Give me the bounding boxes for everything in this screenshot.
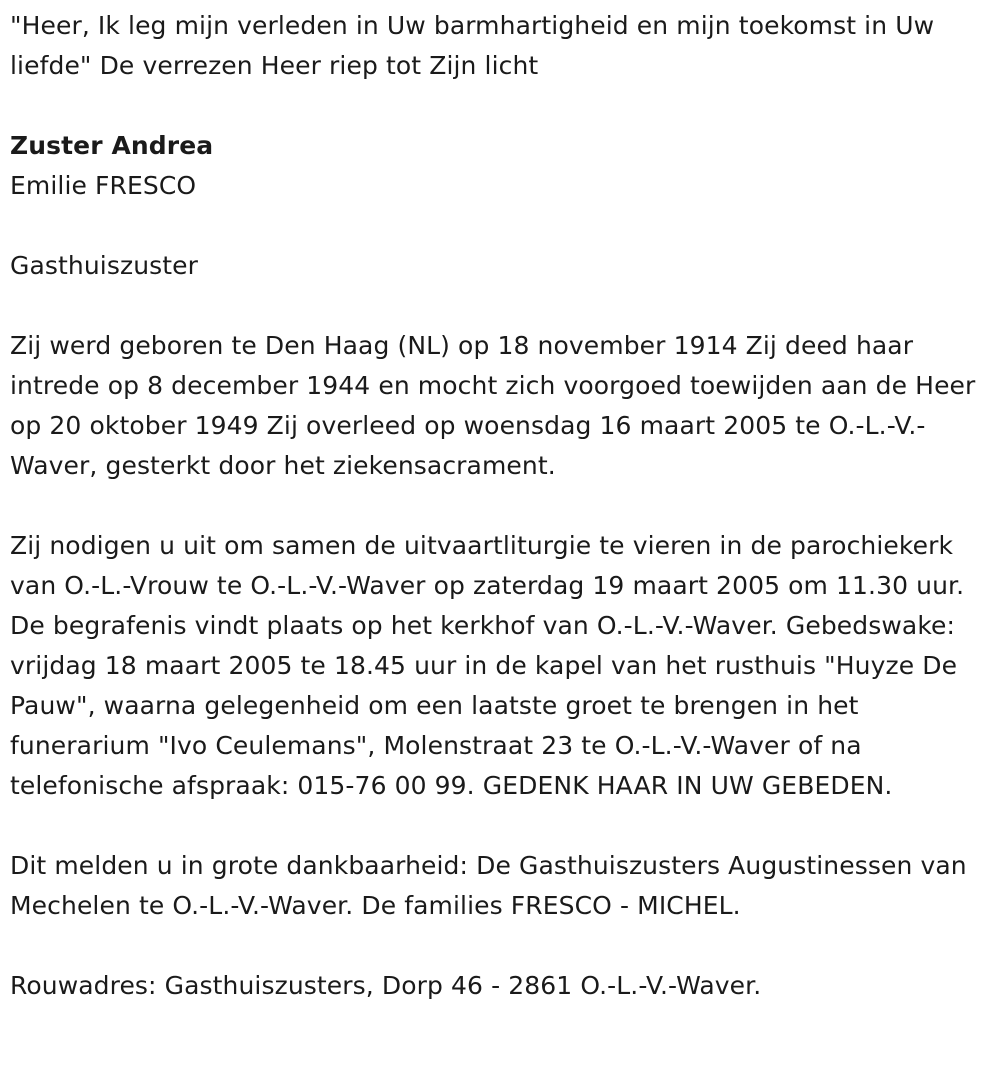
- spacer: [10, 806, 990, 846]
- mourning-address: Rouwadres: Gasthuiszusters, Dorp 46 - 2861 O.-L.-V.-Waver.: [10, 971, 762, 1000]
- opening-quote: "Heer, Ik leg mijn verleden in Uw barmhartigheid en mijn toekomst in Uw liefde" De verrezen Heer riep tot Zijn licht: [10, 11, 935, 80]
- role: Gasthuiszuster: [10, 251, 199, 280]
- biography-paragraph: Zij werd geboren te Den Haag (NL) op 18 november 1914 Zij deed haar intrede op 8 december 1944 en mocht zich voorgoed toewijden aan de Heer op 20 oktober 1949 Zij overleed op woensdag 16 maart 2005 te O.-L.-V.-Waver, gesterkt door het ziekensacrament.: [10, 331, 976, 480]
- spacer: [10, 86, 990, 126]
- spacer: [10, 926, 990, 966]
- religious-name: Zuster Andrea: [10, 131, 214, 160]
- spacer: [10, 206, 990, 246]
- announcement-paragraph: Dit melden u in grote dankbaarheid: De Gasthuiszusters Augustinessen van Mechelen te O.-L.-V.-Waver. De families FRESCO - MICHEL.: [10, 851, 967, 920]
- civil-name: Emilie FRESCO: [10, 171, 197, 200]
- spacer: [10, 486, 990, 526]
- funeral-paragraph: Zij nodigen u uit om samen de uitvaartliturgie te vieren in de parochiekerk van O.-L.-Vrouw te O.-L.-V.-Waver op zaterdag 19 maart 2005 om 11.30 uur. De begrafenis vindt plaats op het kerkhof van O.-L.-V.-Waver. Gebedswake: vrijdag 18 maart 2005 te 18.45 uur in de kapel van het rusthuis "Huyze De Pauw", waarna gelegenheid om een laatste groet te brengen in het funerarium "Ivo Ceulemans", Molenstraat 23 te O.-L.-V.-Waver of na telefonische afspraak: 015-76 00 99. GEDENK HAAR IN UW GEBEDEN.: [10, 531, 965, 800]
- spacer: [10, 286, 990, 326]
